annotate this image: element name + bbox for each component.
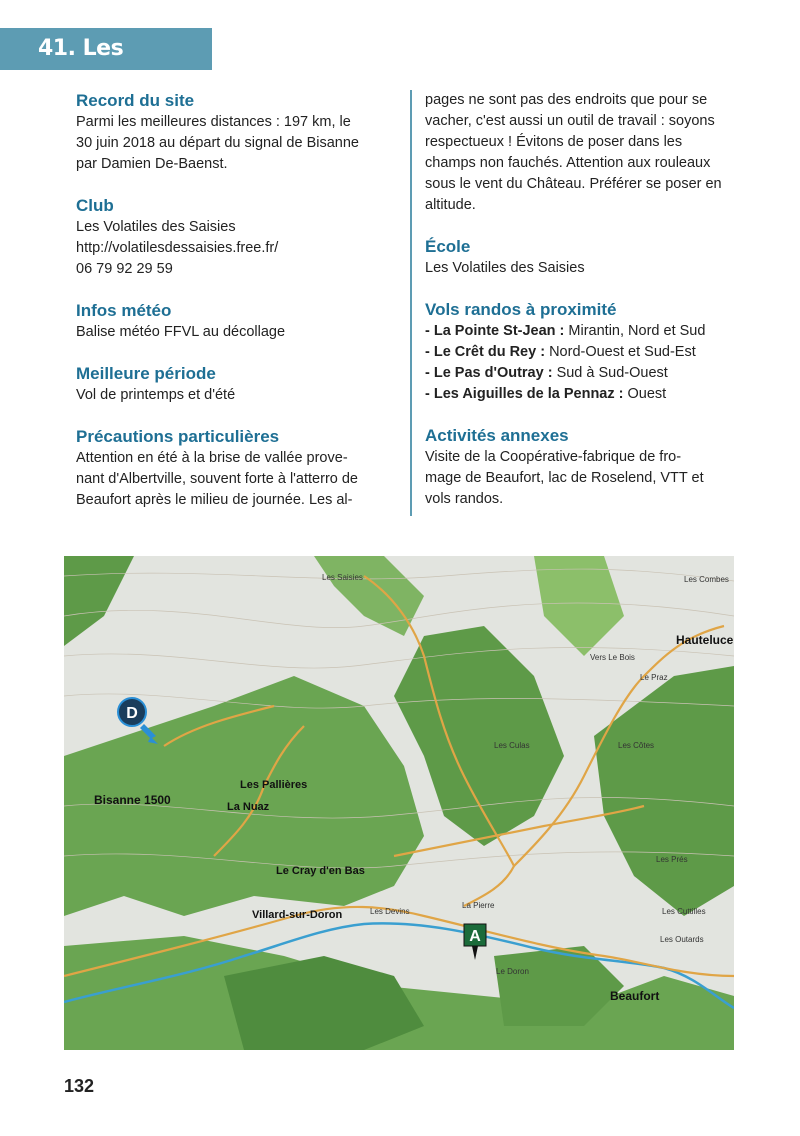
page-number: 132	[64, 1076, 95, 1096]
vols-item-detail: Sud à Sud-Ouest	[552, 365, 668, 381]
precautions-section	[76, 426, 386, 511]
vols-heading: Vols randos à proximité	[425, 300, 617, 319]
map-label-villard: Villard-sur-Doron	[252, 909, 343, 921]
record-section	[76, 90, 386, 175]
vols-item-name: - Les Aiguilles de la Pennaz :	[425, 386, 624, 402]
ecole-section	[425, 236, 735, 279]
precautions-cont-line: respectueux ! Évitons de poser dans les	[425, 134, 683, 150]
map-svg	[64, 556, 734, 1050]
map-label-pres: Les Prés	[656, 855, 688, 864]
ecole-heading: École	[425, 237, 471, 256]
meteo-section	[76, 300, 386, 343]
club-heading: Club	[76, 196, 114, 215]
precautions-cont-line: pages ne sont pas des endroits que pour se	[425, 92, 708, 108]
ecole-text: Les Volatiles des Saisies	[425, 260, 585, 276]
activites-line: Visite de la Coopérative-fabrique de fro-	[425, 449, 682, 465]
precautions-line: nant d'Albertville, souvent forte à l'atterro de	[76, 471, 358, 487]
vols-item	[425, 363, 735, 384]
activites-section	[425, 425, 735, 510]
record-line: par Damien De-Baenst.	[76, 156, 228, 172]
map-label-outards: Les Outards	[660, 935, 704, 944]
map-label-culas: Les Culas	[494, 741, 530, 750]
vols-item-detail: Nord-Ouest et Sud-Est	[545, 344, 696, 360]
club-name: Les Volatiles des Saisies	[76, 219, 236, 235]
map-label-hauteluce: Hauteluce	[676, 633, 734, 647]
vols-item-detail: Ouest	[623, 386, 667, 402]
landing-marker-label: A	[469, 928, 481, 945]
precautions-line: Beaufort après le milieu de journée. Les al-	[76, 492, 353, 508]
map-label-combes: Les Combes	[684, 575, 729, 584]
vols-item-name: - Le Crêt du Rey :	[425, 344, 546, 360]
vols-item-name: - Le Pas d'Outray :	[425, 365, 553, 381]
map-label-bisanne: Bisanne 1500	[94, 793, 171, 807]
meteo-heading: Infos météo	[76, 301, 172, 320]
takeoff-marker-label: D	[126, 705, 138, 722]
activites-heading: Activités annexes	[425, 426, 569, 445]
map-label-pallieres: Les Pallières	[240, 779, 308, 791]
map-label-nuaz: La Nuaz	[227, 801, 270, 813]
precautions-cont-line: sous le vent du Château. Préférer se poser en	[425, 176, 722, 192]
periode-heading: Meilleure période	[76, 364, 216, 383]
club-url[interactable]: http://volatilesdessaisies.free.fr/	[76, 240, 279, 256]
meteo-text: Balise météo FFVL au décollage	[76, 324, 286, 340]
right-column	[425, 90, 735, 530]
map-label-cuttilles: Les Cuttilles	[662, 907, 706, 916]
vols-item	[425, 321, 735, 342]
map-label-doron: Le Doron	[496, 967, 529, 976]
map-label-cray: Le Cray d'en Bas	[276, 865, 365, 877]
precautions-cont-line: champs non fauchés. Attention aux rouleaux	[425, 155, 711, 171]
map-label-beaufort: Beaufort	[610, 989, 660, 1003]
precautions-line: Attention en été à la brise de vallée prove-	[76, 450, 348, 466]
map-label-pierre: La Pierre	[462, 901, 495, 910]
map-label-saisies: Les Saisies	[322, 573, 363, 582]
precautions-cont-line: vacher, c'est aussi un outil de travail : soyons	[425, 113, 715, 129]
activites-line: mage de Beaufort, lac de Roselend, VTT et	[425, 470, 704, 486]
left-column	[76, 90, 386, 531]
club-section	[76, 195, 386, 280]
section-title: 41. Les Saisies	[0, 28, 212, 70]
vols-section	[425, 299, 735, 405]
vols-item-detail: Mirantin, Nord et Sud	[564, 323, 706, 339]
periode-text: Vol de printemps et d'été	[76, 387, 236, 403]
map-label-vers-le-bois: Vers Le Bois	[590, 653, 635, 662]
vols-item-name: - La Pointe St-Jean :	[425, 323, 565, 339]
record-heading: Record du site	[76, 91, 195, 110]
precautions-continued	[425, 90, 735, 216]
vols-item	[425, 342, 735, 363]
precautions-cont-line: altitude.	[425, 197, 476, 213]
precautions-heading: Précautions particulières	[76, 427, 280, 446]
map-label-cotes: Les Côtes	[618, 741, 655, 750]
topographic-map	[64, 556, 734, 1050]
column-divider	[410, 90, 412, 516]
periode-section	[76, 363, 386, 406]
map-label-praz: Le Praz	[640, 673, 668, 682]
club-phone: 06 79 92 29 59	[76, 261, 173, 277]
activites-line: vols randos.	[425, 491, 504, 507]
record-line: 30 juin 2018 au départ du signal de Bisanne	[76, 135, 359, 151]
record-line: Parmi les meilleures distances : 197 km, le	[76, 114, 351, 130]
map-label-devins: Les Devins	[370, 907, 410, 916]
vols-item	[425, 384, 735, 405]
